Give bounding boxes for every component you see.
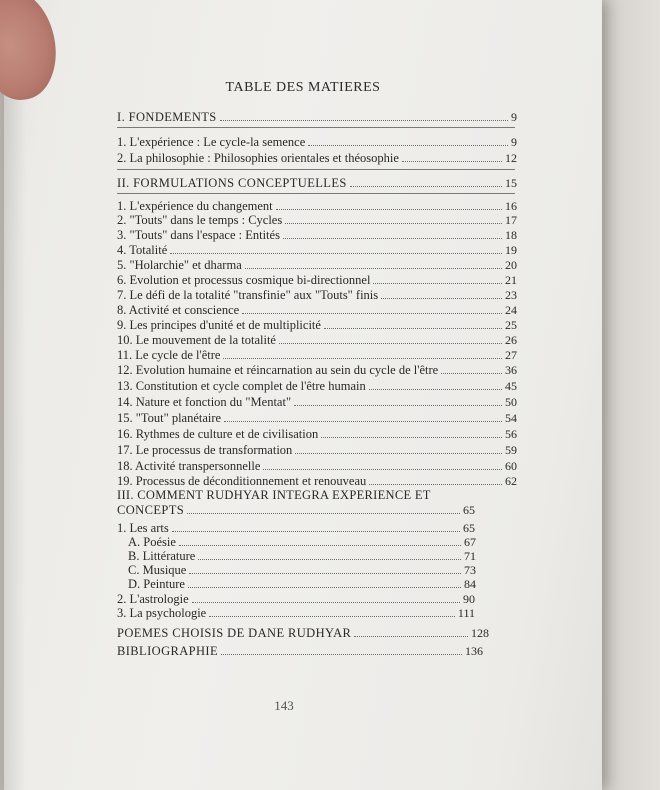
toc-entry bbox=[117, 318, 517, 334]
toc-entry-label: POEMES CHOISIS DE DANE RUDHYAR bbox=[117, 626, 352, 640]
toc-entry-label: 13. Constitution et cycle complet de l'être humain bbox=[117, 379, 366, 393]
toc-entry bbox=[117, 243, 517, 259]
toc-entry-label: 2. La philosophie : Philosophies orientales et théosophie bbox=[117, 151, 399, 165]
toc-entry-page: 45 bbox=[505, 379, 517, 393]
toc-entry bbox=[117, 228, 517, 244]
toc-entry-page: 20 bbox=[505, 258, 517, 272]
toc-entry-label: C. Musique bbox=[128, 563, 187, 577]
leader-dots bbox=[276, 200, 502, 210]
toc-entry-section-3-heading: III. COMMENT RUDHYAR INTEGRA EXPERIENCE ET bbox=[117, 488, 431, 502]
leader-dots bbox=[189, 564, 461, 574]
toc-entry bbox=[117, 395, 517, 411]
book-page bbox=[4, 0, 602, 790]
toc-entry-page: 12 bbox=[505, 151, 517, 165]
toc-entry-page: 36 bbox=[505, 363, 517, 377]
toc-entry-label: 1. Les arts bbox=[117, 521, 169, 535]
leader-dots bbox=[324, 319, 502, 329]
toc-entry bbox=[117, 348, 517, 364]
toc-entry-page: 59 bbox=[505, 443, 517, 457]
toc-entry-section-2 bbox=[117, 176, 517, 192]
toc-entry bbox=[117, 135, 517, 151]
toc-entry-page: 17 bbox=[505, 213, 517, 227]
toc-entry bbox=[117, 459, 517, 475]
toc-entry bbox=[117, 443, 517, 459]
toc-entry-label: 14. Nature et fonction du "Mentat" bbox=[117, 395, 292, 409]
leader-dots bbox=[187, 504, 460, 514]
leader-dots bbox=[224, 412, 502, 422]
toc-entry bbox=[117, 363, 517, 379]
toc-entry-label: 15. "Tout" planétaire bbox=[117, 411, 222, 425]
toc-entry-page: 54 bbox=[505, 411, 517, 425]
leader-dots bbox=[221, 645, 462, 655]
section-divider bbox=[117, 169, 515, 170]
leader-dots bbox=[192, 593, 460, 603]
toc-entry-page: 16 bbox=[505, 199, 517, 213]
toc-entry bbox=[117, 427, 517, 443]
toc-entry-page: 60 bbox=[505, 459, 517, 473]
leader-dots bbox=[308, 136, 508, 146]
page-title: TABLE DES MATIERES bbox=[225, 80, 381, 95]
toc-entry-page: 18 bbox=[505, 228, 517, 242]
leader-dots bbox=[285, 214, 502, 224]
toc-entry-label: 6. Evolution et processus cosmique bi-directionnel bbox=[117, 273, 371, 287]
leader-dots bbox=[172, 522, 460, 532]
leader-dots bbox=[263, 460, 502, 470]
toc-entry-page: 90 bbox=[463, 592, 475, 606]
leader-dots bbox=[354, 627, 468, 637]
toc-entry-page: 71 bbox=[464, 549, 476, 563]
toc-entry-page: 62 bbox=[505, 474, 517, 488]
leader-dots bbox=[369, 475, 502, 485]
toc-entry bbox=[117, 606, 475, 622]
toc-entry-page: 73 bbox=[464, 563, 476, 577]
toc-entry-page: 56 bbox=[505, 427, 517, 441]
toc-entry-label: 3. "Touts" dans l'espace : Entités bbox=[117, 228, 280, 242]
toc-entry-label: 17. Le processus de transformation bbox=[117, 443, 293, 457]
toc-entry-label: CONCEPTS bbox=[117, 503, 185, 517]
leader-dots bbox=[441, 364, 502, 374]
toc-entry-label: B. Littérature bbox=[128, 549, 196, 563]
toc-entry-page: 24 bbox=[505, 303, 517, 317]
toc-entry-label: A. Poésie bbox=[128, 535, 176, 549]
toc-entry bbox=[117, 333, 517, 349]
page-number: 143 bbox=[274, 698, 294, 713]
toc-entry-label: BIBLIOGRAPHIE bbox=[117, 644, 219, 658]
leader-dots bbox=[179, 536, 461, 546]
toc-entry bbox=[117, 411, 517, 427]
toc-entry bbox=[117, 213, 517, 229]
leader-dots bbox=[350, 177, 502, 187]
leader-dots bbox=[198, 550, 461, 560]
toc-entry-page: 136 bbox=[465, 644, 483, 658]
toc-entry-bibliography bbox=[117, 644, 483, 660]
toc-entry-page: 27 bbox=[505, 348, 517, 362]
toc-entry-label: 2. L'astrologie bbox=[117, 592, 189, 606]
toc-entry-label: I. FONDEMENTS bbox=[117, 110, 217, 124]
toc-entry-page: 9 bbox=[511, 135, 517, 149]
leader-dots bbox=[369, 380, 502, 390]
leader-dots bbox=[245, 259, 502, 269]
toc-entry-page: 128 bbox=[471, 626, 489, 640]
toc-entry-label: 12. Evolution humaine et réincarnation au sein du cycle de l'être bbox=[117, 363, 439, 377]
leader-dots bbox=[220, 111, 508, 121]
toc-entry-label: 7. Le défi de la totalité "transfinie" aux "Touts" finis bbox=[117, 288, 379, 302]
toc-entry-page: 15 bbox=[505, 176, 517, 190]
leader-dots bbox=[295, 444, 502, 454]
toc-entry-label: 2. "Touts" dans le temps : Cycles bbox=[117, 213, 283, 227]
leader-dots bbox=[321, 428, 502, 438]
toc-entry-label: 4. Totalité bbox=[117, 243, 168, 257]
toc-entry-poems bbox=[117, 626, 489, 642]
toc-entry-page: 25 bbox=[505, 318, 517, 332]
section-divider bbox=[117, 193, 515, 194]
leader-dots bbox=[188, 578, 461, 588]
toc-entry bbox=[117, 258, 517, 274]
leader-dots bbox=[209, 607, 455, 617]
toc-entry-label: 11. Le cycle de l'être bbox=[117, 348, 221, 362]
toc-entry-page: 19 bbox=[505, 243, 517, 257]
toc-entry bbox=[117, 151, 517, 167]
leader-dots bbox=[402, 152, 502, 162]
leader-dots bbox=[373, 274, 502, 284]
toc-entry bbox=[117, 303, 517, 319]
toc-entry-label: 1. L'expérience du changement bbox=[117, 199, 273, 213]
toc-entry-label: 3. La psychologie bbox=[117, 606, 207, 620]
leader-dots bbox=[170, 244, 502, 254]
toc-entry-label: 18. Activité transpersonnelle bbox=[117, 459, 261, 473]
toc-entry-page: 50 bbox=[505, 395, 517, 409]
toc-entry-label: 19. Processus de déconditionnement et renouveau bbox=[117, 474, 367, 488]
toc-entry-label: 10. Le mouvement de la totalité bbox=[117, 333, 276, 347]
leader-dots bbox=[283, 229, 502, 239]
toc-entry bbox=[117, 379, 517, 395]
toc-entry-page: 21 bbox=[505, 273, 517, 287]
toc-entry-page: 67 bbox=[464, 535, 476, 549]
toc-entry-label: 5. "Holarchie" et dharma bbox=[117, 258, 242, 272]
toc-entry bbox=[128, 577, 476, 593]
toc-entry bbox=[117, 273, 517, 289]
toc-entry-label: 1. L'expérience : Le cycle-la semence bbox=[117, 135, 306, 149]
toc-entry-section-1 bbox=[117, 110, 517, 126]
toc-entry-section-3 bbox=[117, 503, 475, 519]
toc-entry-label: D. Peinture bbox=[128, 577, 185, 591]
toc-entry-label: II. FORMULATIONS CONCEPTUELLES bbox=[117, 176, 347, 190]
toc-entry-page: 65 bbox=[463, 521, 475, 535]
toc-entry bbox=[117, 288, 517, 304]
toc-entry-page: 84 bbox=[464, 577, 476, 591]
leader-dots bbox=[279, 334, 502, 344]
leader-dots bbox=[381, 289, 502, 299]
toc-entry-page: 9 bbox=[511, 110, 517, 124]
toc-entry-page: 65 bbox=[463, 503, 475, 517]
toc-entry-label: 8. Activité et conscience bbox=[117, 303, 240, 317]
leader-dots bbox=[223, 349, 502, 359]
section-divider bbox=[117, 127, 515, 128]
toc-entry-label: 9. Les principes d'unité et de multiplicité bbox=[117, 318, 321, 332]
toc-entry-page: 111 bbox=[457, 606, 475, 620]
leader-dots bbox=[294, 396, 502, 406]
toc-entry-page: 23 bbox=[505, 288, 517, 302]
leader-dots bbox=[242, 304, 502, 314]
toc-entry-label: 16. Rythmes de culture et de civilisation bbox=[117, 427, 319, 441]
toc-entry-page: 26 bbox=[505, 333, 517, 347]
